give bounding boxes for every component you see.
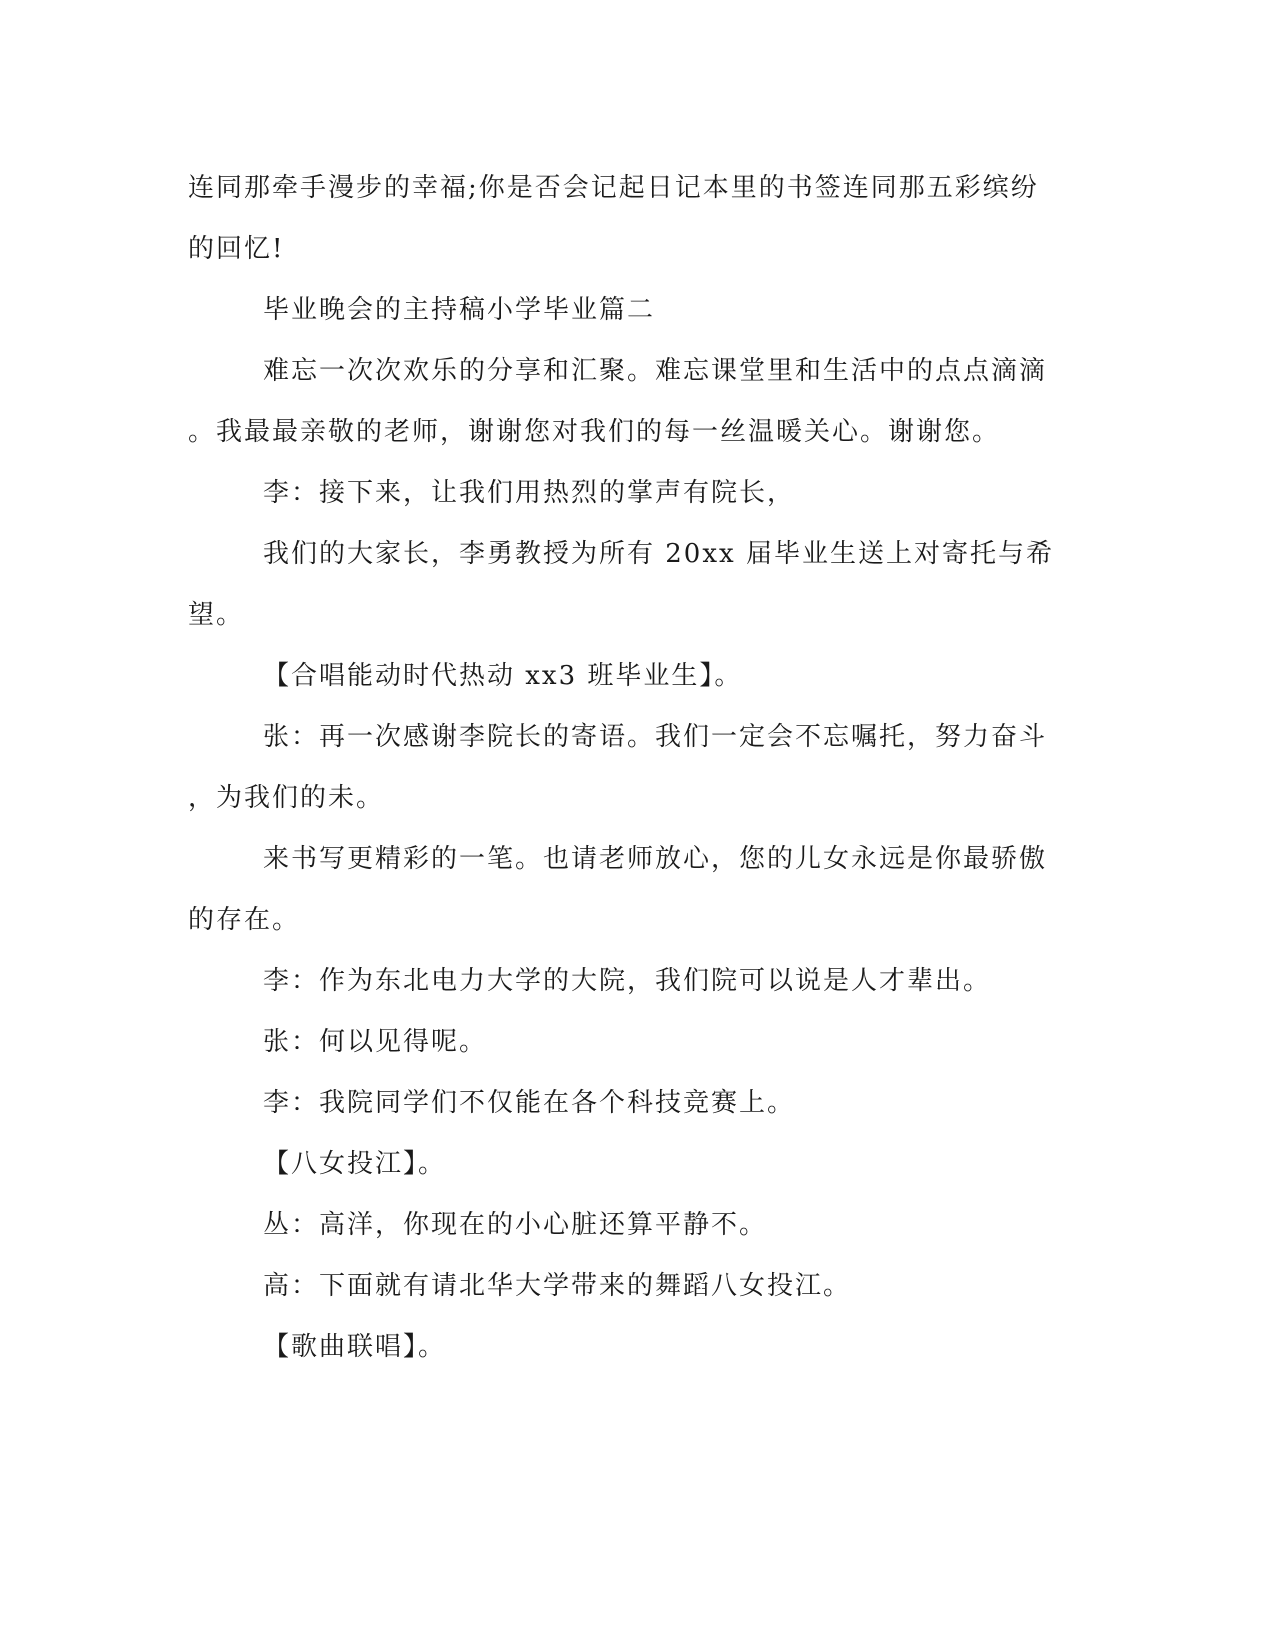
paragraph	[188, 707, 1068, 829]
text-line: 我们的大家长，李勇教授为所有 20xx 届毕业生送上对寄托与希	[263, 539, 1054, 569]
paragraph	[188, 341, 1068, 463]
text-line: 。我最最亲敬的老师，谢谢您对我们的每一丝温暖关心。谢谢您。	[188, 417, 1001, 447]
text-line: 【合唱能动时代热动 xx3 班毕业生】。	[263, 661, 743, 691]
paragraph	[188, 646, 1068, 707]
text-line: 来书写更精彩的一笔。也请老师放心，您的儿女永远是你最骄傲	[263, 844, 1048, 874]
paragraph	[188, 951, 1068, 1012]
paragraph	[188, 158, 1068, 280]
paragraph	[188, 829, 1068, 951]
text-line: 李：我院同学们不仅能在各个科技竞赛上。	[263, 1088, 796, 1118]
text-line: 李：作为东北电力大学的大院，我们院可以说是人才辈出。	[263, 966, 992, 996]
text-line: ，为我们的未。	[188, 783, 385, 813]
text-line: 张：再一次感谢李院长的寄语。我们一定会不忘嘱托，努力奋斗	[263, 722, 1048, 752]
text-line: 【歌曲联唱】。	[263, 1332, 447, 1362]
text-line: 张：何以见得呢。	[263, 1027, 488, 1057]
text-line: 的存在。	[188, 905, 301, 935]
text-line: 高：下面就有请北华大学带来的舞蹈八女投江。	[263, 1271, 852, 1301]
paragraph	[188, 1195, 1068, 1256]
paragraph	[188, 463, 1068, 524]
paragraph	[188, 1317, 1068, 1378]
text-line: 望。	[188, 600, 245, 630]
text-line: 【八女投江】。	[263, 1149, 447, 1179]
paragraph	[188, 1012, 1068, 1073]
document-body	[188, 158, 1068, 1378]
text-line: 丛：高洋，你现在的小心脏还算平静不。	[263, 1210, 768, 1240]
text-line: 连同那牵手漫步的幸福;你是否会记起日记本里的书签连同那五彩缤纷	[188, 173, 1039, 203]
paragraph	[188, 1073, 1068, 1134]
text-line: 毕业晚会的主持稿小学毕业篇二	[263, 295, 656, 325]
text-line: 李：接下来，让我们用热烈的掌声有院长，	[263, 478, 796, 508]
section-heading	[188, 280, 1068, 341]
text-line: 难忘一次次欢乐的分享和汇聚。难忘课堂里和生活中的点点滴滴	[263, 356, 1048, 386]
paragraph	[188, 524, 1068, 646]
paragraph	[188, 1134, 1068, 1195]
text-line: 的回忆!	[188, 234, 285, 264]
paragraph	[188, 1256, 1068, 1317]
